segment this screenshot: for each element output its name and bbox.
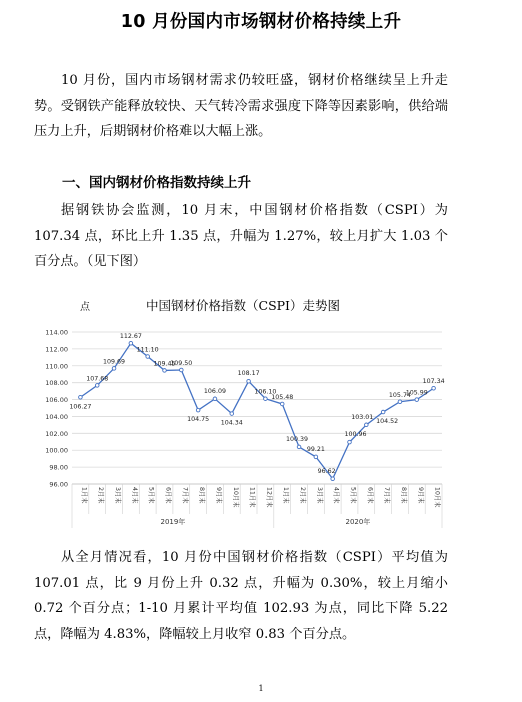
data-point — [213, 397, 217, 401]
data-point — [297, 445, 301, 449]
x-tick-label: 9月末 — [416, 487, 424, 504]
section-paragraph: 据钢铁协会监测，10 月末，中国钢材价格指数（CSPI）为 107.34 点，环比上升 1.35 点，升幅为 1.27%，较上月扩大 1.03 个百分点。（见下图） — [34, 203, 448, 269]
data-point — [79, 395, 83, 399]
data-point — [196, 408, 200, 412]
x-tick-label: 10月末 — [231, 487, 239, 508]
y-tick-label: 106.00 — [45, 396, 68, 405]
data-label: 109.45 — [153, 360, 176, 368]
data-point — [112, 367, 116, 371]
chart-title: 中国钢材价格指数（CSPI）走势图 — [146, 298, 340, 313]
summary-paragraph: 从全月情况看，10 月份中国钢材价格指数（CSPI）平均值为 107.01 点，比 9 月份上升 0.32 点，升幅为 0.30%，较上月缩小 0.72 个百分点；1-10 月累计平均值 102.93 为点，同比下降 5.22 点，降幅为 4.83%，降幅较上月收窄 0.83 个百分点。 — [34, 550, 448, 642]
data-label: 108.17 — [237, 370, 260, 378]
x-tick-label: 10月末 — [433, 487, 441, 508]
x-tick-label: 9月末 — [214, 487, 222, 504]
x-tick-label: 5月末 — [349, 487, 357, 504]
x-tick-label: 8月末 — [198, 487, 206, 504]
data-point — [264, 397, 268, 401]
document-title: 10 月份国内市场钢材价格持续上升 — [120, 12, 402, 32]
intro-paragraph: 10 月份，国内市场钢材需求仍较旺盛，钢材价格继续呈上升走势。受钢铁产能释放较快、天气转冷需求强度下降等因素影响，供给端压力上升，后期钢材价格难以大幅上涨。 — [34, 73, 448, 139]
x-tick-label: 1月末 — [282, 487, 290, 504]
x-tick-label: 4月末 — [332, 487, 340, 504]
x-tick-label: 3月末 — [315, 487, 323, 504]
data-label: 100.96 — [344, 431, 367, 439]
chart-gridlines — [72, 332, 442, 484]
y-tick-label: 108.00 — [45, 379, 68, 388]
data-point — [348, 440, 352, 444]
data-point — [432, 386, 436, 390]
x-tick-label: 8月末 — [399, 487, 407, 504]
data-point — [365, 423, 369, 427]
x-tick-label: 5月末 — [147, 487, 155, 504]
data-label: 109.50 — [170, 360, 193, 367]
data-label: 104.75 — [187, 416, 210, 424]
x-tick-label: 7月末 — [383, 487, 391, 504]
data-point — [230, 412, 234, 416]
x-group-label: 2020年 — [345, 518, 371, 526]
data-label: 111.10 — [136, 346, 159, 354]
data-label: 96.62 — [317, 467, 336, 475]
y-tick-label: 104.00 — [45, 412, 68, 421]
y-tick-label: 114.00 — [45, 328, 68, 337]
x-tick-label: 2月末 — [299, 487, 307, 504]
data-point — [129, 341, 133, 345]
chart-y-ticks — [45, 329, 68, 489]
data-point — [398, 400, 402, 404]
data-label: 99.21 — [306, 445, 325, 453]
data-point — [331, 477, 335, 481]
data-label: 107.34 — [422, 378, 445, 386]
y-tick-label: 110.00 — [45, 362, 68, 371]
data-label: 103.01 — [351, 413, 374, 421]
y-tick-label: 100.00 — [45, 446, 68, 455]
data-point — [381, 410, 385, 414]
page-number: 1 — [258, 684, 264, 693]
x-tick-label: 2月末 — [97, 487, 105, 504]
data-point — [163, 369, 167, 373]
data-label: 105.99 — [405, 389, 428, 397]
x-tick-label: 1月末 — [80, 487, 88, 504]
data-label: 107.68 — [86, 375, 109, 383]
data-point — [415, 398, 419, 402]
x-tick-label: 12月末 — [265, 487, 273, 508]
y-tick-label: 98.00 — [49, 463, 68, 472]
data-label: 106.10 — [254, 388, 277, 396]
x-group-label: 2019年 — [160, 518, 186, 526]
data-label: 104.52 — [376, 418, 399, 426]
data-label: 105.48 — [271, 393, 294, 401]
data-label: 112.67 — [119, 333, 142, 341]
y-tick-label: 112.00 — [45, 345, 68, 354]
y-tick-label: 102.00 — [45, 429, 68, 438]
x-tick-label: 7月末 — [181, 487, 189, 504]
x-tick-label: 6月末 — [164, 487, 172, 504]
data-label: 105.74 — [388, 391, 411, 399]
section-heading: 一、国内钢材价格指数持续上升 — [62, 175, 251, 191]
chart-x-axis — [72, 484, 443, 528]
chart-series — [69, 333, 444, 480]
data-point — [314, 455, 318, 459]
series-line — [80, 343, 433, 479]
data-point — [146, 355, 150, 359]
data-point — [95, 384, 99, 388]
x-tick-label: 3月末 — [114, 487, 122, 504]
data-label: 106.27 — [69, 403, 92, 411]
data-point — [280, 402, 284, 406]
data-point — [180, 368, 184, 372]
cspi-line-chart — [36, 322, 456, 534]
data-label: 104.34 — [220, 419, 243, 427]
y-tick-label: 96.00 — [49, 480, 68, 489]
data-point — [247, 379, 251, 383]
data-label: 106.09 — [203, 387, 226, 395]
x-tick-label: 6月末 — [366, 487, 374, 504]
chart-unit-label: 点 — [80, 302, 90, 313]
x-tick-label: 11月末 — [248, 487, 256, 508]
x-tick-label: 4月末 — [130, 487, 138, 504]
data-label: 100.39 — [286, 435, 309, 443]
data-label: 109.69 — [103, 358, 126, 366]
